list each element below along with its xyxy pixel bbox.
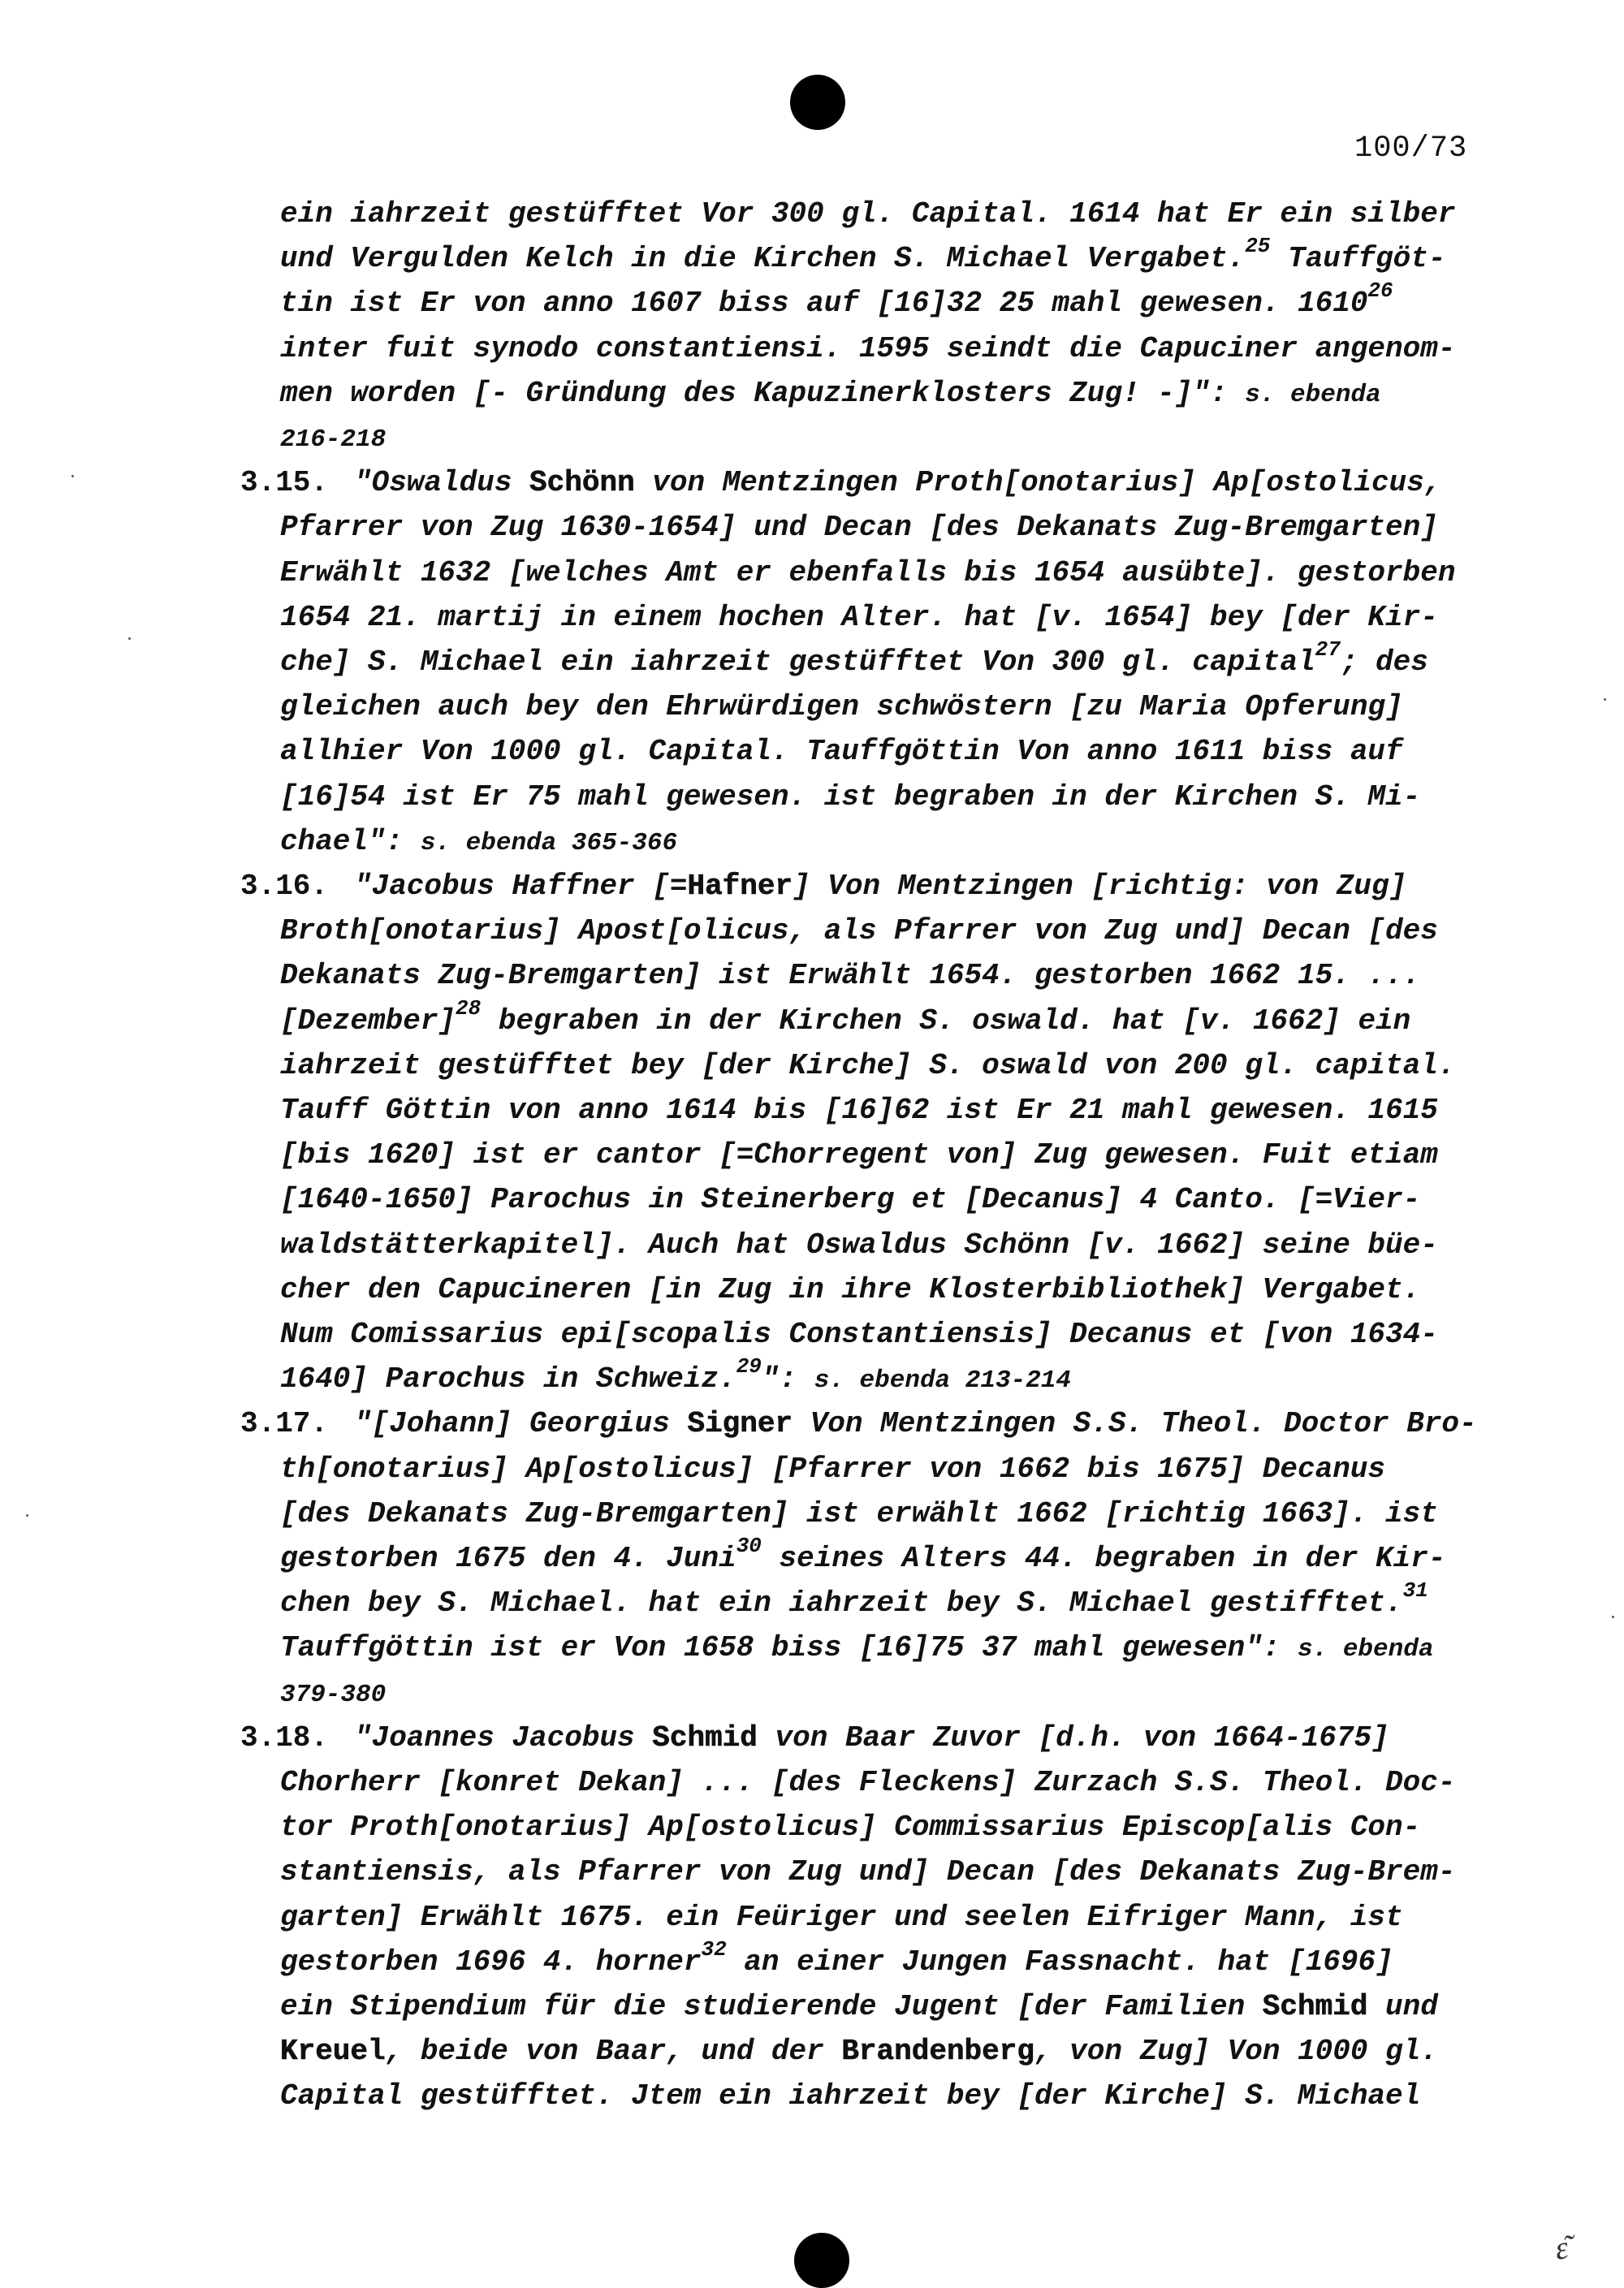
bold-name: Schmid <box>652 1720 758 1755</box>
text-run: "[Johann] Georgius <box>354 1407 688 1441</box>
scan-speck <box>128 637 131 640</box>
punch-hole-bottom <box>794 2233 849 2288</box>
entry-number: 3.17. <box>240 1407 329 1441</box>
text-line <box>280 1048 1455 1084</box>
text-run: gestorben 1675 den 4. Juni <box>280 1542 736 1575</box>
text-run: [Dezember] <box>280 1004 456 1038</box>
text-line <box>280 278 1393 322</box>
text-line <box>280 824 677 860</box>
footnote-ref: 27 <box>1315 637 1341 662</box>
text-run: th[onotarius] Ap[ostolicus] [Pfarrer von 1662 bis 1675] Decanus <box>280 1452 1386 1486</box>
text-run: von Baar Zuvor [d.h. von 1664-1675] <box>757 1720 1389 1755</box>
text-run: garten] Erwählt 1675. ein Feüriger und seelen Eifriger Mann, ist <box>280 1900 1403 1934</box>
text-run: tor Proth[onotarius] Ap[ostolicus] Commissarius Episcop[alis Con- <box>280 1811 1421 1845</box>
text-line <box>280 1534 1446 1577</box>
text-run: ein Stipendium für die studierende Jugent [der Familien <box>280 1990 1263 2023</box>
text-line <box>280 600 1438 636</box>
text-run: von Mentzingen Proth[onotarius] Ap[ostolicus, <box>634 466 1442 500</box>
text-line <box>280 1138 1438 1173</box>
text-line <box>280 734 1403 770</box>
handwritten-mark: ɛ͂ <box>1552 2228 1571 2269</box>
text-run: cher den Capucineren [in Zug in ihre Klosterbibliothek] Vergabet. <box>280 1272 1421 1306</box>
text-run: seines Alters 44. begraben in der Kir- <box>761 1542 1446 1575</box>
text-run: allhier Von 1000 gl. Capital. Tauffgöttin Von anno 1611 biss auf <box>280 735 1403 769</box>
text-line <box>280 637 1428 680</box>
text-run: , beide von Baar, und der <box>385 2035 842 2069</box>
text-line <box>280 1093 1438 1129</box>
bold-name: Schmid <box>1262 1990 1368 2023</box>
text-line <box>280 1989 1438 2025</box>
text-line <box>280 1630 1433 1666</box>
text-run: Broth[onotarius] Apost[olicus, als Pfarrer von Zug und] Decan [des <box>280 914 1438 948</box>
text-run: "Joannes Jacobus <box>354 1720 653 1755</box>
text-line <box>280 1578 1428 1621</box>
text-run: chael": <box>280 824 421 858</box>
text-run: und Vergulden Kelch in die Kirchen S. Michael Vergabet. <box>280 242 1246 276</box>
source-reference: 379-380 <box>280 1680 387 1709</box>
entry-number: 3.15. <box>240 466 329 500</box>
text-run: Erwählt 1632 [welches Amt er ebenfalls bis 1654 ausübte]. gestorben <box>280 555 1456 589</box>
text-run: Pfarrer von Zug 1630-1654] und Decan [des Dekanats Zug-Bremgarten] <box>280 511 1438 545</box>
text-line <box>280 196 1455 232</box>
text-line <box>280 510 1438 546</box>
text-run: Tauff Göttin von anno 1614 bis [16]62 ist Er 21 mahl gewesen. 1615 <box>280 1094 1438 1127</box>
text-run: ": <box>761 1362 814 1397</box>
page-number: 100/73 <box>1354 132 1468 166</box>
text-run: che] S. Michael ein iahrzeit gestüfftet Von 300 gl. capital <box>280 645 1315 679</box>
scan-speck <box>26 1514 28 1517</box>
bold-name: Hafner <box>687 870 793 903</box>
text-line <box>280 689 1403 725</box>
text-run: [1640-1650] Parochus in Steinerberg et [Decanus] 4 Canto. [=Vier- <box>280 1183 1421 1217</box>
text-run: "Jacobus Haffner [= <box>354 870 688 903</box>
source-reference: s. ebenda <box>1298 1635 1434 1664</box>
text-run: , von Zug] Von 1000 gl. <box>1034 2035 1438 2069</box>
text-run: waldstätterkapitel]. Auch hat Oswaldus Schönn [v. 1662] seine büe- <box>280 1228 1438 1262</box>
text-line <box>280 1810 1420 1846</box>
text-line <box>280 995 1411 1039</box>
footnote-ref: 28 <box>456 995 482 1021</box>
text-run: chen bey S. Michael. hat ein iahrzeit bey S. Michael gestifftet. <box>280 1586 1403 1621</box>
text-line <box>280 2079 1420 2114</box>
text-run: iahrzeit gestüfftet bey [der Kirche] S. oswald von 200 gl. capital. <box>280 1048 1456 1082</box>
text-line <box>280 779 1420 815</box>
text-line <box>280 1354 1071 1397</box>
bold-name: Schönn <box>529 466 635 500</box>
text-run: Tauffgöttin ist er Von 1658 biss [16]75 37 mahl gewesen": <box>280 1631 1298 1665</box>
bold-name: Signer <box>687 1407 793 1441</box>
text-line <box>280 555 1455 591</box>
scan-speck <box>71 475 74 477</box>
text-line <box>280 1272 1420 1308</box>
text-run: Chorherr [konret Dekan] ... [des Fleckens] Zurzach S.S. Theol. Doc- <box>280 1766 1456 1799</box>
text-line <box>280 331 1455 367</box>
text-run: ein iahrzeit gestüfftet Vor 300 gl. Capital. 1614 hat Er ein silber <box>280 197 1456 231</box>
text-line <box>280 913 1438 949</box>
text-line <box>354 1720 1389 1756</box>
text-line <box>280 1676 386 1712</box>
text-run: und <box>1367 1990 1438 2023</box>
footnote-ref: 25 <box>1245 234 1271 259</box>
text-line <box>280 421 386 456</box>
bold-name: Brandenberg <box>841 2035 1034 2069</box>
footnote-ref: 31 <box>1402 1578 1428 1604</box>
text-run: inter fuit synodo constantiensi. 1595 seindt die Capuciner angenom- <box>280 331 1456 365</box>
text-line <box>280 1452 1385 1487</box>
text-run: tin ist Er von anno 1607 biss auf [16]32 25 mahl gewesen. 1610 <box>280 287 1368 321</box>
footnote-ref: 26 <box>1367 278 1393 304</box>
text-line <box>280 1496 1438 1532</box>
scan-speck <box>1604 698 1606 701</box>
text-run: Dekanats Zug-Bremgarten] ist Erwählt 1654. gestorben 1662 15. ... <box>280 959 1421 993</box>
text-run: [des Dekanats Zug-Bremgarten] ist erwählt 1662 [richtig 1663]. ist <box>280 1496 1438 1530</box>
text-line <box>280 1936 1393 1980</box>
text-run: Num Comissarius epi[scopalis Constantiensis] Decanus et [von 1634- <box>280 1318 1438 1351</box>
text-run: men worden [- Gründung des Kapuzinerklosters Zug! -]": <box>280 376 1246 410</box>
entry-number: 3.18. <box>240 1720 329 1755</box>
text-line <box>280 1854 1455 1890</box>
punch-hole-top <box>790 75 845 130</box>
text-line <box>280 1228 1438 1263</box>
text-run: [16]54 ist Er 75 mahl gewesen. ist begraben in der Kirchen S. Mi- <box>280 779 1421 814</box>
text-line <box>280 1900 1403 1936</box>
bold-name: Kreuel <box>280 2035 386 2069</box>
text-run: stantiensis, als Pfarrer von Zug und] Decan [des Dekanats Zug-Brem- <box>280 1855 1456 1889</box>
text-line <box>280 1182 1420 1218</box>
text-run: gestorben 1696 4. horner <box>280 1945 702 1979</box>
text-line <box>280 2034 1438 2070</box>
text-run: Tauffgöt- <box>1270 242 1446 276</box>
footnote-ref: 30 <box>736 1534 762 1558</box>
source-reference: s. ebenda <box>1245 380 1381 409</box>
scan-speck <box>1612 1616 1614 1618</box>
text-run: an einer Jungen Fassnacht. hat [1696] <box>726 1945 1393 1979</box>
text-line <box>354 1406 1477 1442</box>
text-line <box>280 1317 1438 1353</box>
text-line <box>280 234 1446 277</box>
text-run: ] Von Mentzingen [richtig: von Zug] <box>793 870 1407 903</box>
footnote-ref: 32 <box>701 1936 727 1962</box>
text-run: gleichen auch bey den Ehrwürdigen schwöstern [zu Maria Opferung] <box>280 690 1403 724</box>
text-run: begraben in der Kirchen S. oswald. hat [v. 1662] ein <box>481 1004 1411 1038</box>
text-line <box>280 1765 1455 1801</box>
text-line <box>354 869 1406 904</box>
text-run: "Oswaldus <box>354 466 530 500</box>
text-line <box>354 465 1441 501</box>
footnote-ref: 29 <box>736 1354 762 1379</box>
entry-number: 3.16. <box>240 870 329 903</box>
text-run: Capital gestüfftet. Jtem ein iahrzeit bey [der Kirche] S. Michael <box>280 2079 1421 2113</box>
text-run: ; des <box>1340 645 1428 679</box>
text-run: [bis 1620] ist er cantor [=Chorregent von] Zug gewesen. Fuit etiam <box>280 1138 1438 1172</box>
text-run: 1640] Parochus in Schweiz. <box>280 1362 736 1397</box>
text-run: Von Mentzingen S.S. Theol. Doctor Bro- <box>793 1407 1477 1441</box>
source-reference: 216-218 <box>280 425 387 454</box>
text-line <box>280 958 1420 994</box>
source-reference: s. ebenda 213-214 <box>814 1366 1071 1396</box>
source-reference: s. ebenda 365-366 <box>420 828 678 857</box>
text-run: 1654 21. martij in einem hochen Alter. hat [v. 1654] bey [der Kir- <box>280 600 1438 634</box>
text-line <box>280 376 1381 412</box>
